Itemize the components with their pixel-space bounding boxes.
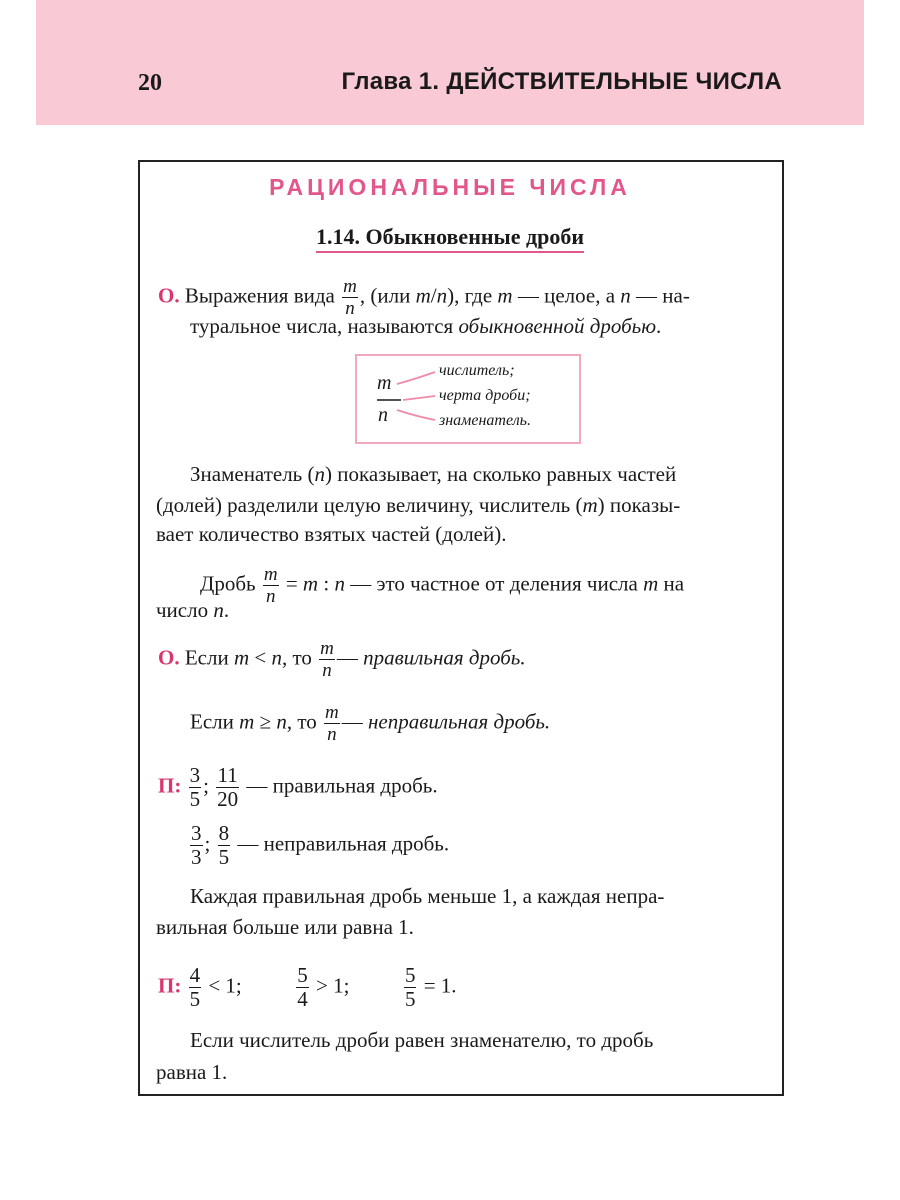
text: = 1. bbox=[423, 973, 457, 998]
text: — правильная дробь. bbox=[246, 773, 438, 798]
text: , (или bbox=[359, 283, 411, 308]
example1 bbox=[158, 764, 438, 811]
var-n: n bbox=[213, 598, 224, 622]
fraction bbox=[296, 964, 309, 1011]
header-band bbox=[36, 0, 864, 125]
var-n: n bbox=[271, 645, 282, 670]
text: Если bbox=[184, 645, 229, 670]
pointer-bar bbox=[403, 396, 435, 400]
fraction-numerator: 8 bbox=[218, 821, 230, 845]
example2 bbox=[188, 822, 449, 869]
text: , то bbox=[281, 645, 312, 670]
diagram-denominator: n bbox=[378, 404, 388, 426]
definition3 bbox=[190, 702, 550, 745]
fraction-m-n bbox=[324, 702, 340, 745]
example-marker: П: bbox=[158, 973, 182, 998]
var-m: m bbox=[643, 571, 659, 596]
var-n: n bbox=[620, 283, 631, 308]
text: — bbox=[336, 645, 358, 670]
text: — целое, а bbox=[517, 283, 616, 308]
fraction-numerator: m bbox=[324, 702, 339, 723]
text: < 1; bbox=[208, 973, 242, 998]
text: ), где bbox=[447, 283, 493, 308]
fraction bbox=[218, 822, 231, 869]
text: ≥ bbox=[259, 709, 272, 734]
text: ) показывает, на сколько равных частей bbox=[325, 462, 677, 486]
fraction-numerator: m bbox=[320, 638, 334, 659]
fraction-m-n bbox=[319, 638, 335, 681]
fraction-denominator: n bbox=[345, 298, 355, 319]
paragraph2-line1 bbox=[200, 564, 684, 607]
fraction-numerator: 11 bbox=[217, 763, 238, 787]
text: (долей) разделили целую величину, числитель ( bbox=[156, 493, 583, 517]
text: Дробь bbox=[200, 571, 256, 596]
paragraph2-line2 bbox=[156, 596, 229, 624]
paragraph3-line2: вильная больше или равна 1. bbox=[156, 915, 414, 939]
fraction bbox=[216, 764, 239, 811]
text: число bbox=[156, 598, 209, 622]
var-m: m bbox=[302, 571, 319, 596]
text: > 1; bbox=[316, 973, 350, 998]
var-m: m bbox=[233, 645, 250, 670]
term-common-fraction: обыкновенной дробью bbox=[458, 314, 656, 338]
text: — это частное от деления числа bbox=[350, 571, 638, 596]
paragraph4-line2: равна 1. bbox=[156, 1060, 228, 1084]
paragraph4-line1: Если числитель дроби равен знаменателю, то дробь bbox=[190, 1028, 654, 1052]
fraction-denominator: n bbox=[327, 724, 337, 745]
fraction-denominator: n bbox=[322, 660, 332, 681]
var-n: n bbox=[314, 462, 326, 486]
pointer-denominator bbox=[397, 410, 435, 420]
text: < bbox=[254, 645, 267, 670]
text: ; bbox=[203, 773, 209, 798]
label-denominator: знаменатель. bbox=[439, 412, 531, 429]
page-number: 20 bbox=[138, 70, 162, 96]
definition1-line2 bbox=[190, 312, 661, 340]
subsection-title-text: 1.14. Обыкновенные дроби bbox=[316, 224, 584, 253]
paragraph1-line3: вает количество взятых частей (долей). bbox=[156, 522, 507, 546]
fraction-numerator: 3 bbox=[189, 763, 201, 787]
fraction-parts-diagram bbox=[355, 354, 581, 444]
fraction bbox=[190, 822, 203, 869]
text: . bbox=[223, 598, 230, 622]
text: Выражения вида bbox=[184, 283, 335, 308]
fraction bbox=[189, 964, 202, 1011]
text: Если bbox=[190, 709, 234, 734]
fraction-numerator: 3 bbox=[191, 821, 202, 845]
var-n: n bbox=[276, 709, 287, 734]
var-m: m bbox=[497, 283, 513, 308]
definition-marker: О. bbox=[158, 645, 180, 670]
label-numerator: числитель; bbox=[439, 362, 515, 379]
fraction-denominator: 5 bbox=[404, 987, 416, 1011]
fraction-numerator: 5 bbox=[297, 963, 308, 987]
subsection-title bbox=[0, 224, 900, 250]
fraction bbox=[404, 964, 417, 1011]
text: туральное числа, называются bbox=[190, 314, 454, 338]
text: — неправильная дробь. bbox=[237, 831, 450, 856]
var-n: n bbox=[436, 283, 448, 308]
text: , то bbox=[286, 709, 317, 734]
text: — bbox=[341, 709, 363, 734]
text: Знаменатель ( bbox=[190, 462, 315, 486]
fraction-numerator: 5 bbox=[404, 963, 416, 987]
chapter-title: Глава 1. ДЕЙСТВИТЕЛЬНЫЕ ЧИСЛА bbox=[341, 68, 782, 95]
var-n: n bbox=[334, 571, 345, 596]
term-improper-fraction: неправильная дробь. bbox=[367, 709, 551, 734]
paragraph3-line1: Каждая правильная дробь меньше 1, а каждая непра- bbox=[190, 884, 665, 908]
paragraph1-line1 bbox=[190, 460, 676, 488]
fraction-denominator: 4 bbox=[297, 987, 308, 1011]
fraction-m-n bbox=[263, 564, 279, 607]
fraction-denominator: n bbox=[265, 586, 276, 607]
text: = bbox=[285, 571, 298, 596]
text: ; bbox=[204, 831, 211, 856]
var-m: m bbox=[239, 709, 255, 734]
definition-marker: О. bbox=[158, 283, 180, 308]
section-heading: РАЦИОНАЛЬНЫЕ ЧИСЛА bbox=[269, 174, 631, 200]
definition2 bbox=[158, 638, 526, 681]
fraction-denominator: 5 bbox=[189, 787, 201, 811]
example-marker: П: bbox=[158, 773, 182, 798]
paragraph1-line2 bbox=[156, 491, 680, 519]
example3 bbox=[158, 964, 457, 1011]
text: . bbox=[656, 314, 662, 338]
fraction-denominator: 3 bbox=[191, 845, 202, 869]
text: : bbox=[323, 571, 330, 596]
var-m: m bbox=[582, 493, 598, 517]
fraction-denominator: 5 bbox=[218, 845, 230, 869]
diagram-numerator: m bbox=[377, 372, 392, 394]
text: на bbox=[663, 571, 685, 596]
text: — на- bbox=[636, 283, 690, 308]
text: ) показы- bbox=[597, 493, 681, 517]
term-proper-fraction: правильная дробь. bbox=[363, 645, 526, 670]
fraction-denominator: 20 bbox=[217, 787, 239, 811]
fraction-denominator: 5 bbox=[189, 987, 201, 1011]
label-fraction-bar: черта дроби; bbox=[439, 387, 531, 404]
var-m: m bbox=[415, 283, 431, 308]
text: / bbox=[430, 283, 437, 308]
fraction-numerator: m bbox=[263, 564, 278, 585]
fraction-numerator: m bbox=[343, 276, 357, 297]
fraction-numerator: 4 bbox=[189, 963, 201, 987]
pointer-numerator bbox=[397, 372, 435, 384]
fraction bbox=[189, 764, 202, 811]
